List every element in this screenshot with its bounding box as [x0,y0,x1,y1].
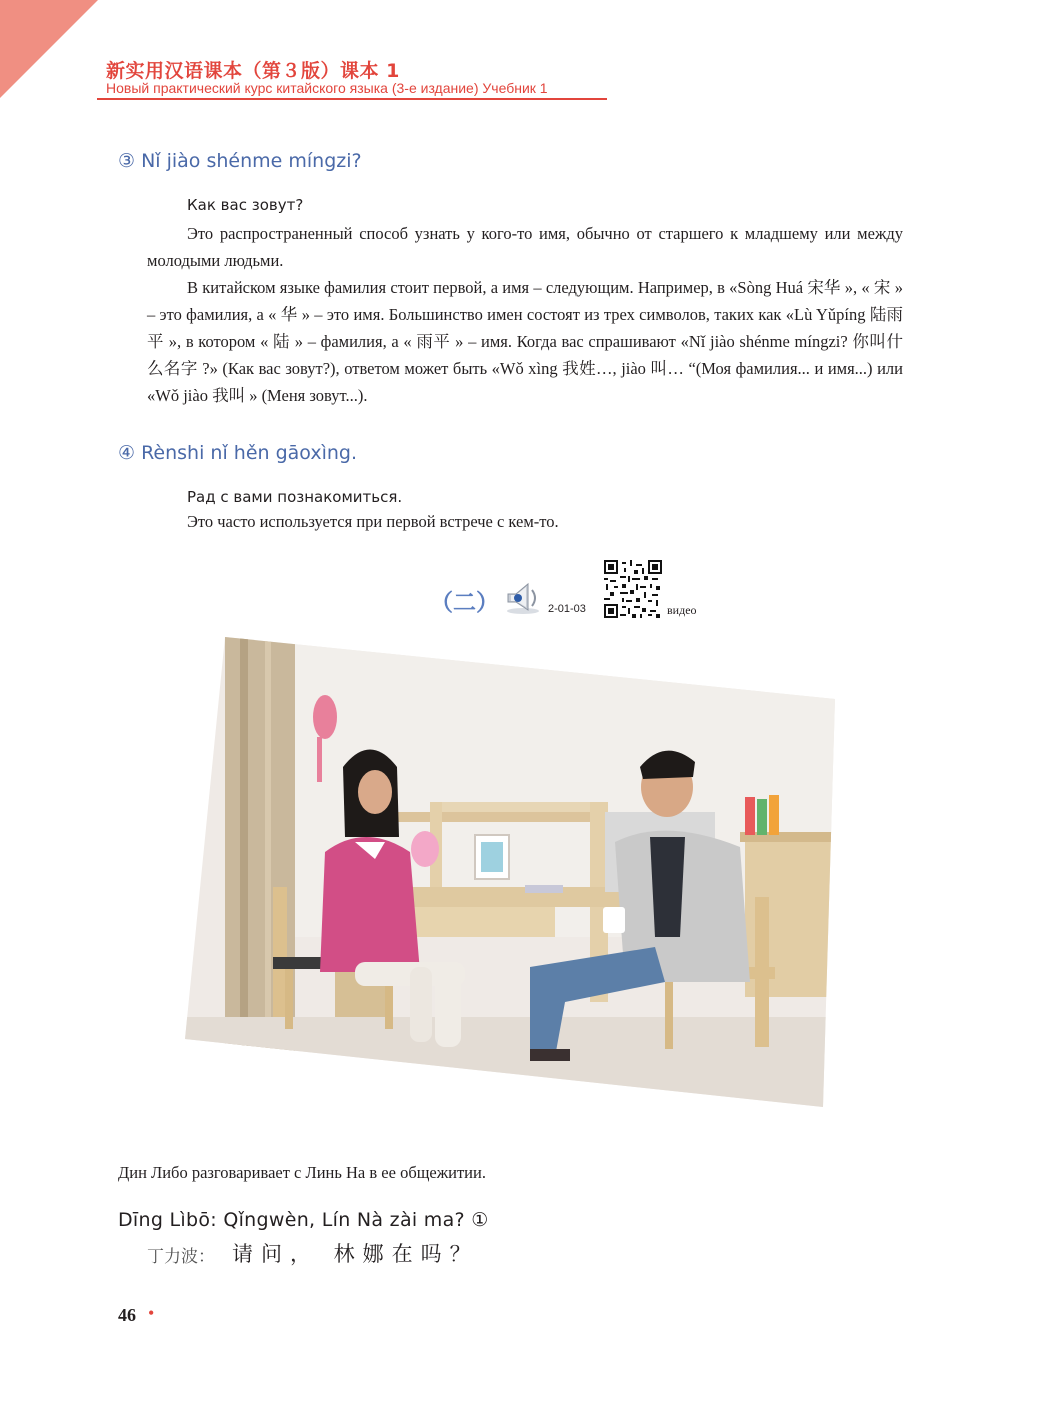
dialogue-line-1-pinyin: Dīng Lìbō: Qǐngwèn, Lín Nà zài ma? ① [118,1209,489,1231]
note3-title: ③ Nǐ jiào shénme míngzi? [118,150,362,172]
dialogue-line-1-speaker: 丁力波： [147,1247,215,1267]
dialogue-line-1-chinese: 请问， 林娜在吗？ [232,1242,479,1266]
video-label: видео [667,603,697,617]
note3-paragraph-1: Это распространенный способ узнать у кого-то имя, обычно от старшего к младшему или между молодыми людьми. [147,224,903,270]
book-title-russian: Новый практический курс китайского языка (3-е издание) Учебник 1 [106,80,548,96]
note4-subtitle: Рад с вами познакомиться. [187,488,403,506]
note3-subtitle: Как вас зовут? [187,196,304,214]
book-title-chinese: 新实用汉语课本（第３版）课本 1 [106,60,400,82]
qr-code-icon[interactable] [604,560,662,618]
photo-two-students-talking [185,637,835,1107]
audio-track-code: 2-01-03 [548,603,586,615]
note4-title: ④ Rènshi nǐ hěn gāoxìng. [118,442,357,464]
header-rule [97,98,607,100]
speaker-icon[interactable] [502,580,544,616]
page-number: 46 [118,1305,136,1325]
page-number-dot: • [148,1303,155,1323]
dialogue-caption: Дин Либо разговаривает с Линь На в ее общежитии. [118,1163,486,1182]
note4-paragraph-1: Это часто используется при первой встрече с кем-то. [187,512,559,531]
part-number: （二） [430,590,499,616]
header-corner-decoration [0,0,98,98]
note3-paragraph-2: В китайском языке фамилия стоит первой, а имя – следующим. Например, в «Sòng Huá 宋华 », « 宋 » – это фамилия, а « 华 » – это имя. Большинство имен состоят из трех символов, таких как «Lù Yǔpíng 陆雨平 », в котором « 陆 » – фамилия, а « 雨平 » – имя. Когда вас спрашивают «Nǐ jiào shénme míngzi? 你叫什么名字 ?» (Как вас зовут?), ответом может быть «Wǒ xìng 我姓…, jiào 叫… “(Моя фамилия... и имя...) или «Wǒ jiào 我叫 » (Меня зовут...). [147,278,903,405]
